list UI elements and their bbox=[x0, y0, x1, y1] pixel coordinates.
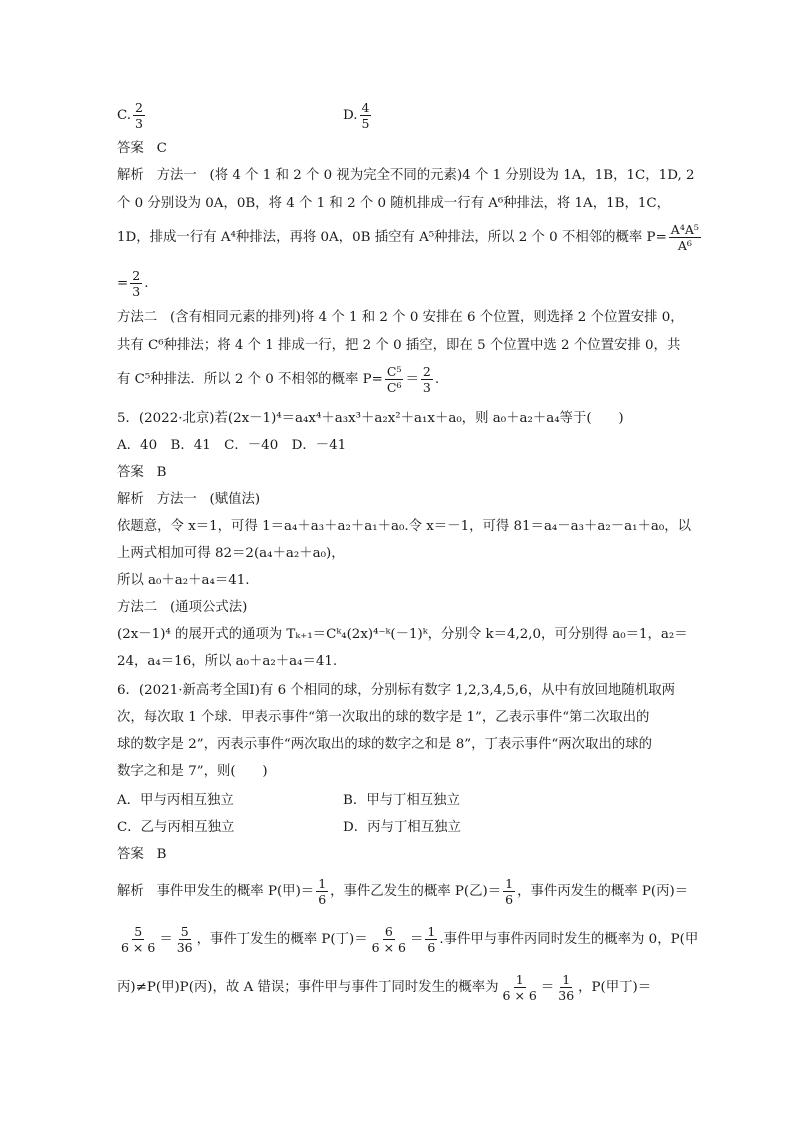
probability-fraction-3: $\frac{\text{C⁵}}{\text{C⁶}}$ bbox=[386, 364, 402, 395]
q5-options: A．40 B．41 C．－40 D．－41 bbox=[117, 438, 347, 453]
probability-fraction-4: $\frac{2}{3}$ bbox=[422, 364, 431, 395]
fraction-p-jia-ding-a: $\frac{1}{6 \times 6}$ bbox=[502, 972, 537, 1003]
q6-option-a: A．甲与丙相互独立 bbox=[117, 793, 234, 808]
q6-option-c: C．乙与丙相互独立 bbox=[117, 820, 235, 835]
q4-method2-line2: 共有 C⁶种排法；将 4 个 1 排成一行，把 2 个 0 插空，即在 5 个位置中选 2 个位置安排 0，共 bbox=[117, 338, 681, 353]
fraction-p-yi: $\frac{1}{6}$ bbox=[505, 876, 514, 907]
q4-method2-line1: 方法二 (含有相同元素的排列)将 4 个 1 和 2 个 0 安排在 6 个位置，则选择 2 个位置安排 0， bbox=[117, 310, 684, 325]
q6-stem-line3: 球的数字是 2”，丙表示事件“两次取出的球的数字之和是 8”，丁表示事件“两次取出的球的 bbox=[117, 737, 652, 752]
q4-analysis-line1: 解析 方法一 (将 4 个 1 和 2 个 0 视为完全不同的元素)4 个 1 分别设为 1A，1B，1C，1D, 2 bbox=[117, 168, 695, 183]
q5-line2: 上两式相加可得 82＝2(a₄＋a₂＋a₀)， bbox=[117, 546, 345, 561]
fraction-p-jia-ding-b: $\frac{1}{36}$ bbox=[558, 972, 575, 1003]
q4-method2-line3: 有 C⁵种排法．所以 2 个 0 不相邻的概率 P= $\frac{\text{C⁵}}{\text{C⁶}}$ ＝ $\frac{2}{3}$ . bbox=[117, 364, 440, 395]
q6-option-d: D．丙与丁相互独立 bbox=[343, 820, 461, 835]
fraction-p-jia: $\frac{1}{6}$ bbox=[318, 876, 327, 907]
q5-line5: 24，a₄＝16，所以 a₀＋a₂＋a₄＝41. bbox=[117, 654, 338, 669]
q5-line4: (2x－1)⁴ 的展开式的通项为 Tₖ₊₁＝Cᵏ₄(2x)⁴⁻ᵏ(－1)ᵏ，分别令 k＝4,2,0，可分别得 a₀＝1，a₂＝ bbox=[117, 627, 688, 642]
q5-answer: 答案 B bbox=[117, 465, 167, 480]
option-c-fraction: $\frac{2}{3}$ bbox=[135, 100, 143, 131]
q4-answer: 答案 C bbox=[117, 141, 167, 156]
q6-option-b: B．甲与丁相互独立 bbox=[343, 793, 460, 808]
q6-analysis-line1: 解析 事件甲发生的概率 P(甲)＝ $\frac{1}{6}$ ，事件乙发生的概率 P(乙)＝ $\frac{1}{6}$ ，事件丙发生的概率 P(丙)＝ bbox=[117, 876, 689, 907]
option-d-fraction: $\frac{4}{5}$ bbox=[361, 100, 370, 131]
q5-method2-header: 方法二 (通项公式法) bbox=[117, 600, 248, 615]
q5-analysis-header: 解析 方法一 (赋值法) bbox=[117, 492, 261, 507]
fraction-p-ding-a: $\frac{6}{6 \times 6}$ bbox=[371, 924, 406, 955]
q6-analysis-line3: 丙)≠P(甲)P(丙)，故 A 错误；事件甲与事件丁同时发生的概率为 $\frac{1}{6 \times 6}$ ＝ $\frac{1}{36}$ ，P(甲丁)＝ bbox=[117, 972, 652, 1003]
q4-analysis-line2: 个 0 分别设为 0A，0B，将 4 个 1 和 2 个 0 随机排成一行有 A⁶种排法，将 1A，1B，1C， bbox=[117, 196, 670, 211]
probability-fraction-2: $\frac{2}{3}$ bbox=[132, 268, 141, 299]
option-c: C. $\frac{2}{3}$ bbox=[117, 100, 143, 131]
q5-line1: 依题意，令 x＝1，可得 1＝a₄＋a₃＋a₂＋a₁＋a₀.令 x＝－1，可得 81＝a₄－a₃＋a₂－a₁＋a₀，以 bbox=[117, 519, 692, 534]
q4-analysis-line3: 1D，排成一行有 A⁴种排法，再将 0A，0B 插空有 A⁵种排法，所以 2 个 0 不相邻的概率 P= $\frac{\text{A⁴A⁵}}{\text{A⁶}}$ bbox=[117, 222, 699, 253]
fraction-p-bing-b: $\frac{5}{36}$ bbox=[176, 924, 193, 955]
q6-stem-line2: 次，每次取 1 个球．甲表示事件“第一次取出的球的数字是 1”，乙表示事件“第二次取出的 bbox=[117, 710, 650, 725]
q6-answer: 答案 B bbox=[117, 847, 167, 862]
q5-line3: 所以 a₀＋a₂＋a₄＝41. bbox=[117, 573, 250, 588]
q4-analysis-result: = $\frac{2}{3}$ . bbox=[117, 268, 149, 299]
probability-fraction-1: $\frac{\text{A⁴A⁵}}{\text{A⁶}}$ bbox=[670, 222, 699, 253]
q5-stem: 5．(2022·北京)若(2x－1)⁴＝a₄x⁴＋a₃x³＋a₂x²＋a₁x＋a₀，则 a₀＋a₂＋a₄等于( ) bbox=[117, 411, 624, 426]
fraction-p-ding-b: $\frac{1}{6}$ bbox=[427, 924, 436, 955]
option-d: D. $\frac{4}{5}$ bbox=[343, 100, 370, 131]
q6-analysis-line2: $\frac{5}{6 \times 6}$ ＝ $\frac{5}{36}$ ，事件丁发生的概率 P(丁)＝ $\frac{6}{6 \times 6}$ ＝ $\frac{1}{6}$ .事件甲与事件丙同时发生的概率为 0，P(甲 bbox=[121, 924, 699, 955]
fraction-p-bing-a: $\frac{5}{6 \times 6}$ bbox=[121, 924, 156, 955]
q6-stem-line1: 6．(2021·新高考全国Ⅰ)有 6 个相同的球，分别标有数字 1,2,3,4,5,6，从中有放回地随机取两 bbox=[117, 683, 675, 698]
q6-stem-line4: 数字之和是 7”，则( ) bbox=[117, 764, 268, 779]
